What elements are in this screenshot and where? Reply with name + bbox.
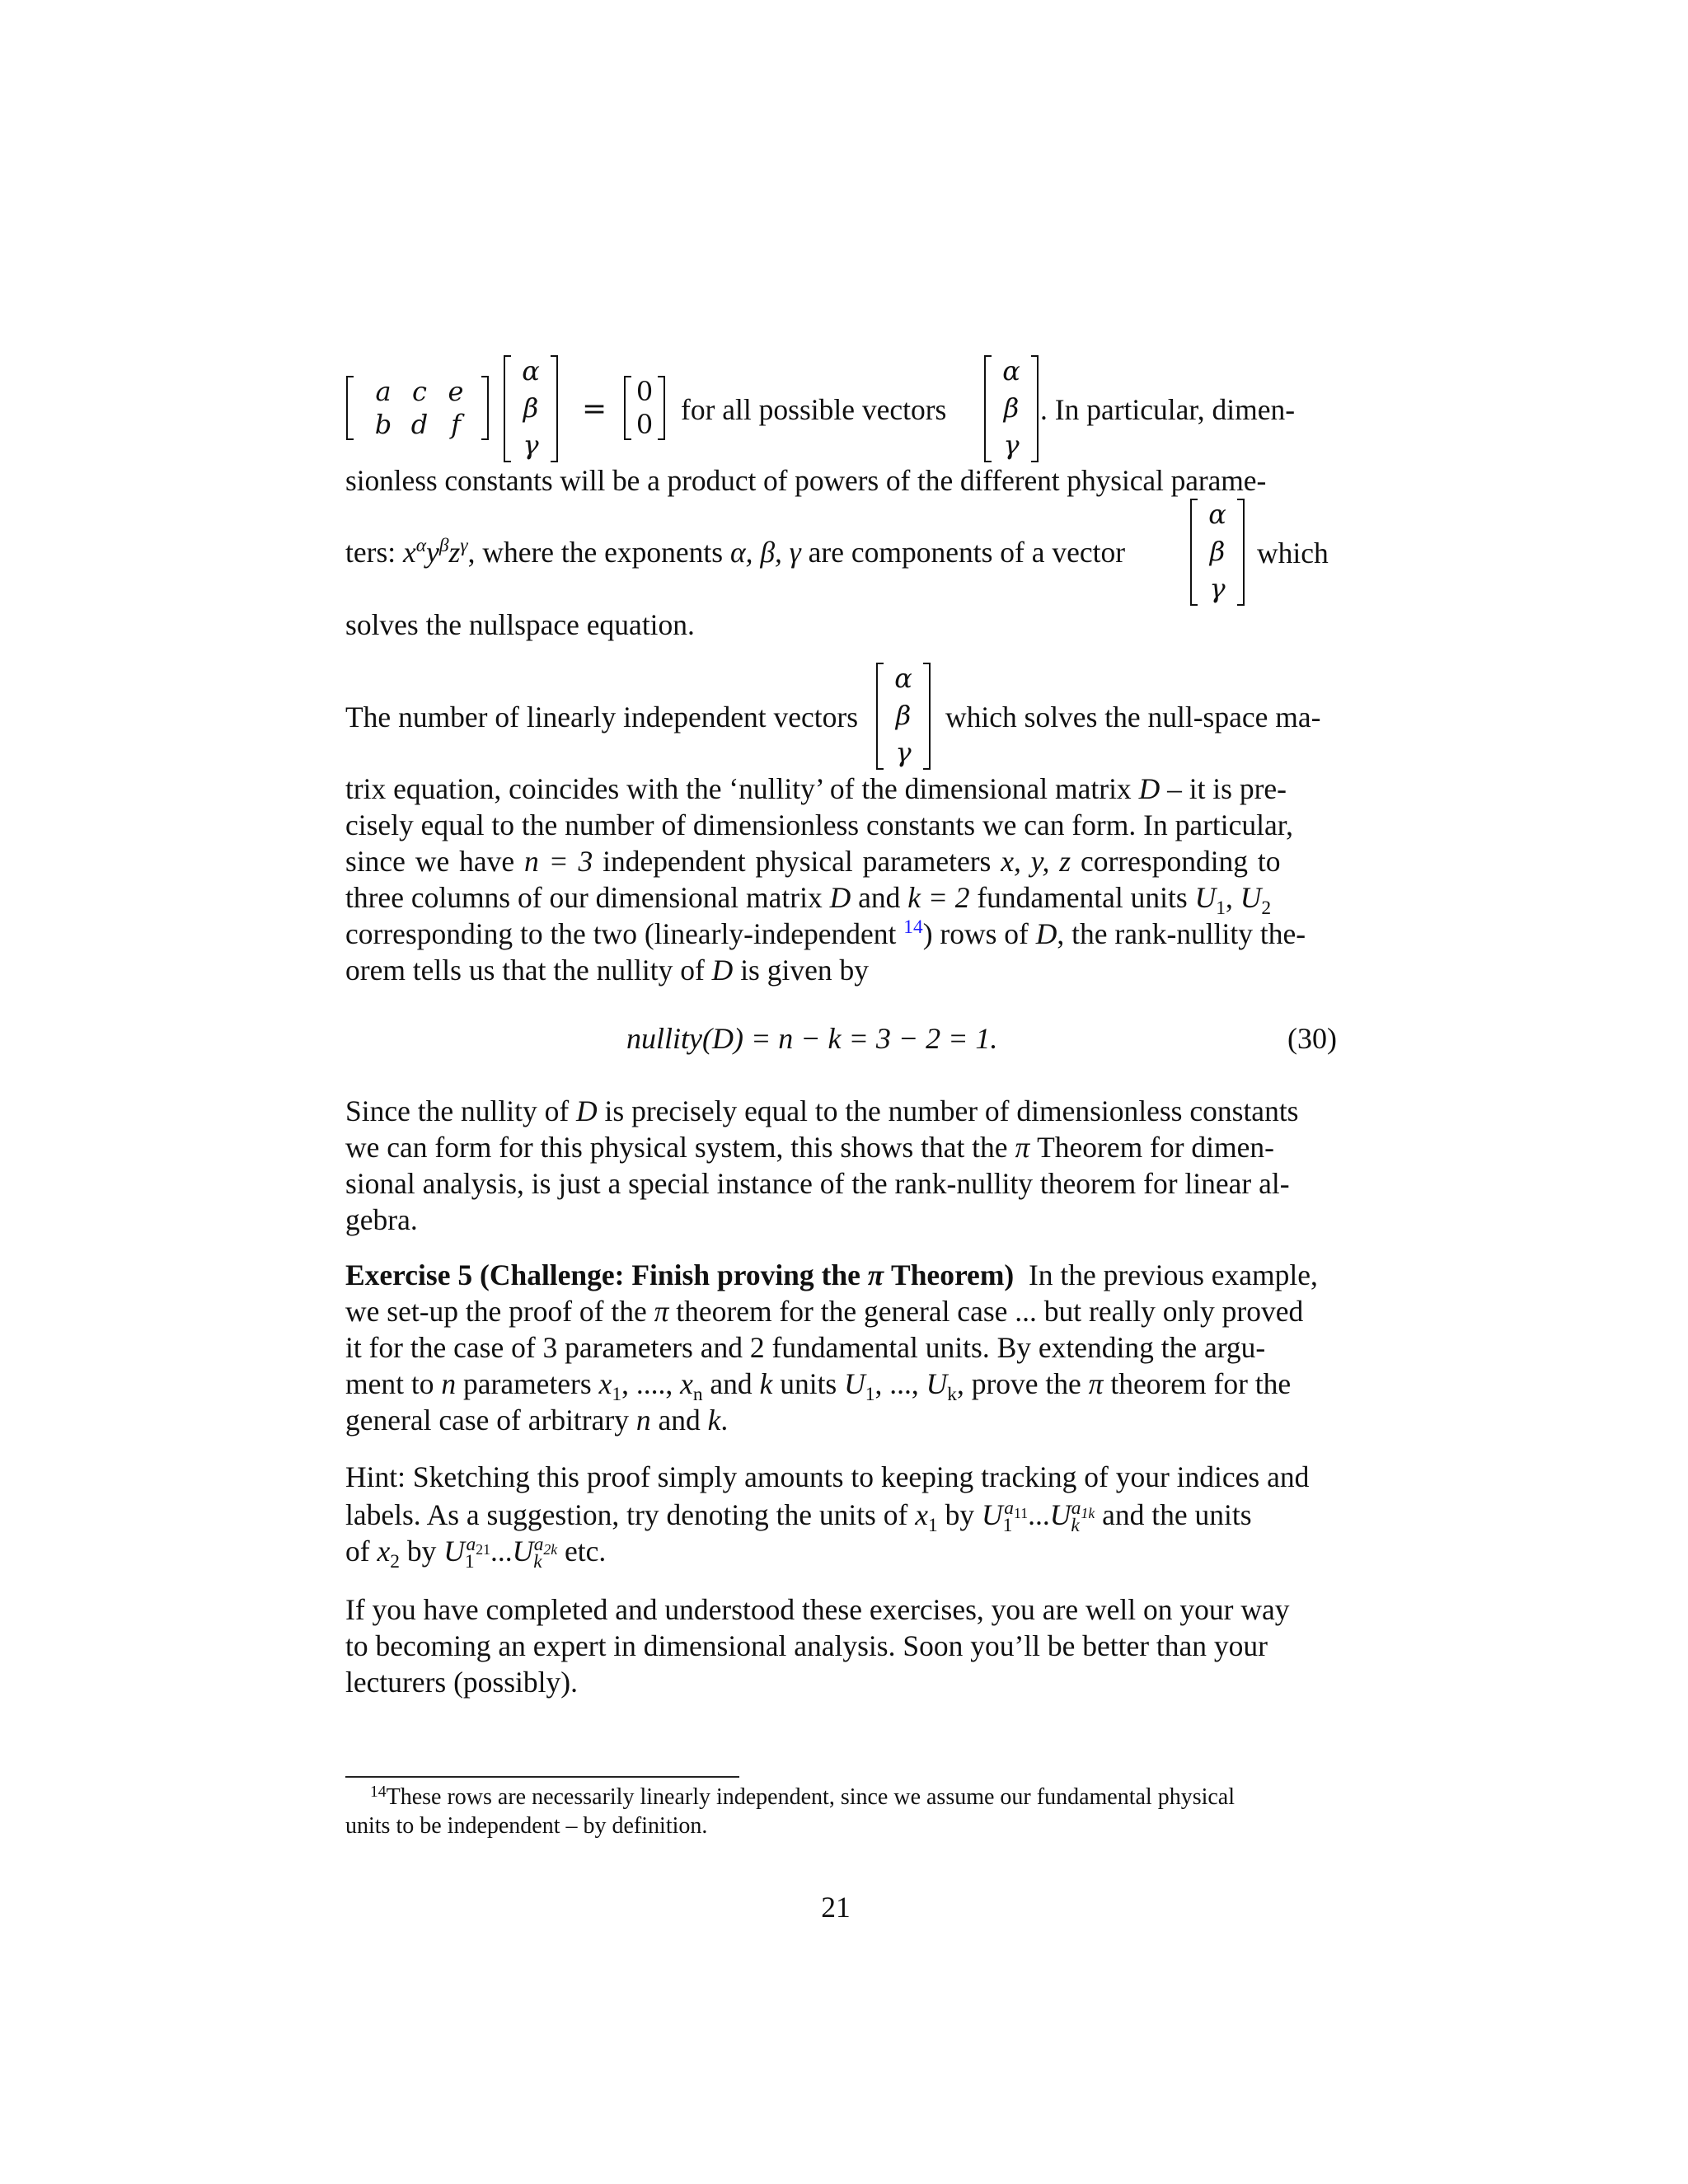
p2-l4-a: since we have — [345, 845, 524, 878]
exercise5-l4-e: , prove the — [956, 1367, 1089, 1400]
p1-l1-text-b: . In particular, dimen- — [1040, 393, 1296, 426]
equals-sign: = — [582, 392, 607, 426]
p2-line4 — [345, 845, 1330, 878]
p2-l4-b: independent physical parameters — [593, 845, 1001, 878]
footnote-14-marker: 14 — [370, 1783, 387, 1802]
hint-l2-a1k-idx: 1k — [1081, 1505, 1095, 1522]
p3-line4: gebra. — [345, 1203, 418, 1236]
exercise5-l2-pi: π — [654, 1295, 669, 1328]
exercise5-l4-n: n — [441, 1367, 457, 1400]
p1-l3-a: ters: — [345, 536, 403, 569]
exercise5-l4-udots: , ..., — [874, 1367, 926, 1400]
closing-line2: to becoming an expert in dimensional analysis. Soon you’ll be better than your — [345, 1629, 1268, 1662]
vector-abg-2 — [983, 354, 1039, 463]
p2-line5 — [345, 881, 1330, 918]
p1-l3-x: x — [403, 536, 416, 569]
exercise5-l4-xn: x — [680, 1367, 693, 1400]
exercise5-line4 — [345, 1367, 1330, 1404]
p1-l3-y: y — [426, 536, 439, 569]
hint-l3-dots: ... — [490, 1535, 513, 1568]
p2-l6-c: , the rank-nullity the- — [1057, 917, 1306, 950]
exercise5-l4-c: and — [702, 1367, 760, 1400]
p2-l2-a: trix equation, coincides with the ‘nullity’ of the dimensional matrix — [345, 772, 1139, 805]
p2-l2-b: – it is pre- — [1160, 772, 1287, 805]
hint-l3-a: of — [345, 1535, 377, 1568]
exercise5-l2-b: theorem for the general case ... but really only proved — [668, 1295, 1304, 1328]
p1-line4: solves the nullspace equation. — [345, 608, 695, 641]
p2-l1-a: The number of linearly independent vectors — [345, 701, 859, 733]
equation-30-number: (30) — [1287, 1022, 1337, 1055]
exercise5-l2-a: we set-up the proof of the — [345, 1295, 654, 1328]
p1-l3-z: z — [448, 536, 461, 569]
p3-line3: sional analysis, is just a special instance of the rank-nullity theorem for linear al- — [345, 1167, 1290, 1200]
p2-l5-b: and — [851, 881, 908, 914]
p2-line3: cisely equal to the number of dimensionless constants we can form. In particular, — [345, 808, 1294, 841]
p1-l1-text-a: for all possible vectors — [681, 393, 947, 426]
p3-l1-b: is precisely equal to the number of dimensionless constants — [597, 1094, 1299, 1127]
exercise5-line3: it for the case of 3 parameters and 2 fundamental units. By extending the argu- — [345, 1331, 1266, 1364]
p2-l5-U2-sub: 2 — [1261, 898, 1272, 920]
p2-l5-U2: U — [1240, 881, 1262, 914]
p2-l1-b: which solves the null-space ma- — [945, 701, 1321, 733]
exercise5-l4-Uk: U — [926, 1367, 948, 1400]
hint-l2-x1-sub: 1 — [927, 1515, 938, 1537]
vector-abg-4-beta: β — [895, 700, 912, 731]
p2-l7-a: orem tells us that the nullity of — [345, 954, 712, 987]
hint-l3-b: by — [399, 1535, 444, 1568]
exercise5-line5 — [345, 1404, 1330, 1436]
hint-line2 — [345, 1498, 1330, 1536]
p2-l5-k: k = 2 — [907, 881, 970, 914]
p2-line7 — [345, 954, 1330, 987]
vector-zero-0a: 0 — [635, 376, 654, 407]
p3-l2-pi: π — [1015, 1131, 1030, 1164]
exercise5-l4-k: k — [759, 1367, 773, 1400]
hint-l3-a21-idx: 21 — [476, 1541, 491, 1558]
matrix-D — [345, 375, 490, 441]
exercise5-l4-x1-sub: 1 — [612, 1384, 622, 1406]
exercise5-l4-xn-sub: n — [692, 1384, 703, 1406]
hint-l3-a2k-idx: 2k — [543, 1541, 558, 1558]
closing-line3: lecturers (possibly). — [345, 1666, 578, 1699]
equation-30-expr: nullity(D) = n − k = 3 − 2 = 1. — [626, 1022, 998, 1055]
exercise5-l4-b: parameters — [456, 1367, 599, 1400]
hint-l2-dots: ... — [1028, 1498, 1050, 1531]
footnote-14-text1: These rows are necessarily linearly independent, since we assume our fundamental physical — [386, 1784, 1236, 1810]
exercise5-l5-b: and — [650, 1404, 708, 1436]
hint-l3-c: etc. — [557, 1535, 607, 1568]
p3-l1-D: D — [576, 1094, 598, 1127]
closing-line1: If you have completed and understood these exercises, you are well on your way — [345, 1593, 1290, 1626]
p3-l1-a: Since the nullity of — [345, 1094, 577, 1127]
hint-l2-U1-sub: 1 — [1002, 1515, 1013, 1537]
hint-l3-U1: U — [443, 1535, 465, 1568]
matrix-D-d: d — [410, 409, 429, 440]
vector-abg-1 — [503, 354, 559, 463]
vector-abg-2-beta: β — [1003, 392, 1020, 424]
p1-l3-abg: α, β, γ — [729, 536, 801, 569]
vector-abg-1-gamma: γ — [523, 429, 539, 461]
vector-abg-3 — [1189, 498, 1245, 607]
hint-l2-a11-idx: 11 — [1014, 1505, 1029, 1522]
vector-zero-0b: 0 — [635, 409, 654, 440]
footnote-14-line2: units to be independent – by definition. — [345, 1813, 708, 1839]
matrix-D-c: c — [412, 376, 427, 407]
p2-l5-a: three columns of our dimensional matrix — [345, 881, 830, 914]
exercise5-line2 — [345, 1295, 1330, 1328]
exercise5-l4-pi: π — [1088, 1367, 1104, 1400]
hint-l2-a1k: a — [1071, 1497, 1081, 1520]
hint-l2-Uk-sub: k — [1071, 1515, 1080, 1537]
hint-l3-x2: x — [377, 1535, 391, 1568]
hint-l3-Uk: U — [512, 1535, 534, 1568]
p3-line1 — [345, 1094, 1330, 1127]
p3-line2 — [345, 1131, 1330, 1164]
exercise5-l5-a: general case of arbitrary — [345, 1404, 636, 1436]
p1-l3-alpha: α — [415, 535, 427, 557]
p1-line3 — [345, 536, 1330, 573]
hint-l3-x2-sub: 2 — [390, 1551, 400, 1573]
p2-l5-D: D — [829, 881, 851, 914]
p1-l3-beta: β — [438, 535, 449, 557]
exercise5-l1-rest: In the previous example, — [1028, 1258, 1318, 1291]
exercise5-l4-Uk-sub: k — [947, 1384, 957, 1406]
matrix-D-f: f — [451, 409, 461, 440]
exercise5-l4-xdots: , ...., — [621, 1367, 681, 1400]
hint-l2-x1: x — [915, 1498, 928, 1531]
p2-l7-D: D — [711, 954, 734, 987]
p2-l2-D: D — [1138, 772, 1160, 805]
exercise5-l5-k: k — [707, 1404, 721, 1436]
p2-l4-xyz: x, y, z — [1001, 845, 1071, 878]
p2-l5-comma: , — [1225, 881, 1240, 914]
page-number: 21 — [821, 1891, 851, 1924]
p1-l3-c: are components of a vector — [800, 536, 1126, 569]
p2-l5-c: fundamental units — [969, 881, 1195, 914]
vector-abg-3-gamma: γ — [1209, 573, 1226, 604]
hint-l2-U1: U — [981, 1498, 1003, 1531]
p2-l6-b: ) rows of — [922, 917, 1036, 950]
hint-line1: Hint: Sketching this proof simply amounts to keeping tracking of your indices and — [345, 1460, 1310, 1493]
p2-l5-U1: U — [1194, 881, 1217, 914]
vector-abg-1-alpha: α — [522, 355, 540, 387]
hint-line3 — [345, 1535, 1330, 1572]
vector-abg-4 — [875, 662, 931, 771]
exercise5-l4-U1-sub: 1 — [865, 1384, 875, 1406]
p2-l4-c: corresponding to — [1071, 845, 1281, 878]
hint-l2-Uk: U — [1049, 1498, 1071, 1531]
p2-line6 — [345, 917, 1330, 954]
exercise5-title-b: Theorem) — [884, 1258, 1015, 1291]
p2-l5-U1-sub: 1 — [1216, 898, 1226, 920]
hint-l2-b: by — [937, 1498, 982, 1531]
exercise5-l4-a: ment to — [345, 1367, 442, 1400]
footnote-ref-14[interactable]: 14 — [903, 916, 923, 939]
p3-l2-b: Theorem for dimen- — [1029, 1131, 1274, 1164]
footnote-rule — [345, 1776, 739, 1778]
p2-l7-b: is given by — [733, 954, 869, 987]
p2-line2 — [345, 772, 1330, 805]
exercise5-l4-U1: U — [844, 1367, 865, 1400]
p1-l3-b: , where the exponents — [467, 536, 730, 569]
vector-abg-2-alpha: α — [1002, 355, 1020, 387]
vector-abg-2-gamma: γ — [1003, 429, 1020, 461]
exercise5-l5-c: . — [720, 1404, 729, 1436]
hint-l2-a11: a — [1004, 1497, 1015, 1520]
hint-l3-a2k: a — [533, 1534, 544, 1556]
p2-l6-a: corresponding to the two (linearly-independent — [345, 917, 904, 950]
p1-l3-d: which — [1257, 537, 1329, 569]
exercise5-l4-f: theorem for the — [1103, 1367, 1292, 1400]
p1-l3-gamma: γ — [460, 535, 468, 557]
matrix-D-a: a — [375, 376, 392, 407]
exercise5-l4-x1: x — [598, 1367, 612, 1400]
hint-l3-Uk-sub: k — [533, 1551, 542, 1573]
vector-abg-3-beta: β — [1209, 536, 1226, 567]
vector-zero — [623, 375, 666, 441]
vector-abg-4-alpha: α — [894, 663, 912, 694]
p3-l2-a: we can form for this physical system, this shows that the — [345, 1131, 1015, 1164]
p1-line2: sionless constants will be a product of powers of the different physical parame- — [345, 464, 1267, 497]
vector-abg-3-alpha: α — [1208, 499, 1226, 530]
exercise5-l1-gap — [1014, 1258, 1029, 1291]
hint-l3-U1-sub: 1 — [464, 1551, 475, 1573]
vector-abg-4-gamma: γ — [895, 737, 912, 768]
exercise5-l5-n: n — [635, 1404, 651, 1436]
hint-l3-a21: a — [466, 1534, 476, 1556]
footnote-14-line1 — [345, 1783, 1330, 1814]
vector-abg-1-beta: β — [523, 392, 539, 424]
exercise5-l4-d: units — [772, 1367, 845, 1400]
matrix-D-b: b — [374, 409, 392, 440]
p2-l6-D: D — [1035, 917, 1057, 950]
exercise5-title-a: Exercise 5 (Challenge: Finish proving the — [345, 1258, 868, 1291]
matrix-D-e: e — [448, 376, 464, 407]
hint-l2-c: and the units — [1095, 1498, 1252, 1531]
hint-l2-a: labels. As a suggestion, try denoting the units of — [345, 1498, 916, 1531]
exercise5-title-pi: π — [867, 1258, 884, 1291]
p2-l4-n: n = 3 — [523, 845, 593, 878]
exercise5-line1 — [345, 1258, 1330, 1291]
